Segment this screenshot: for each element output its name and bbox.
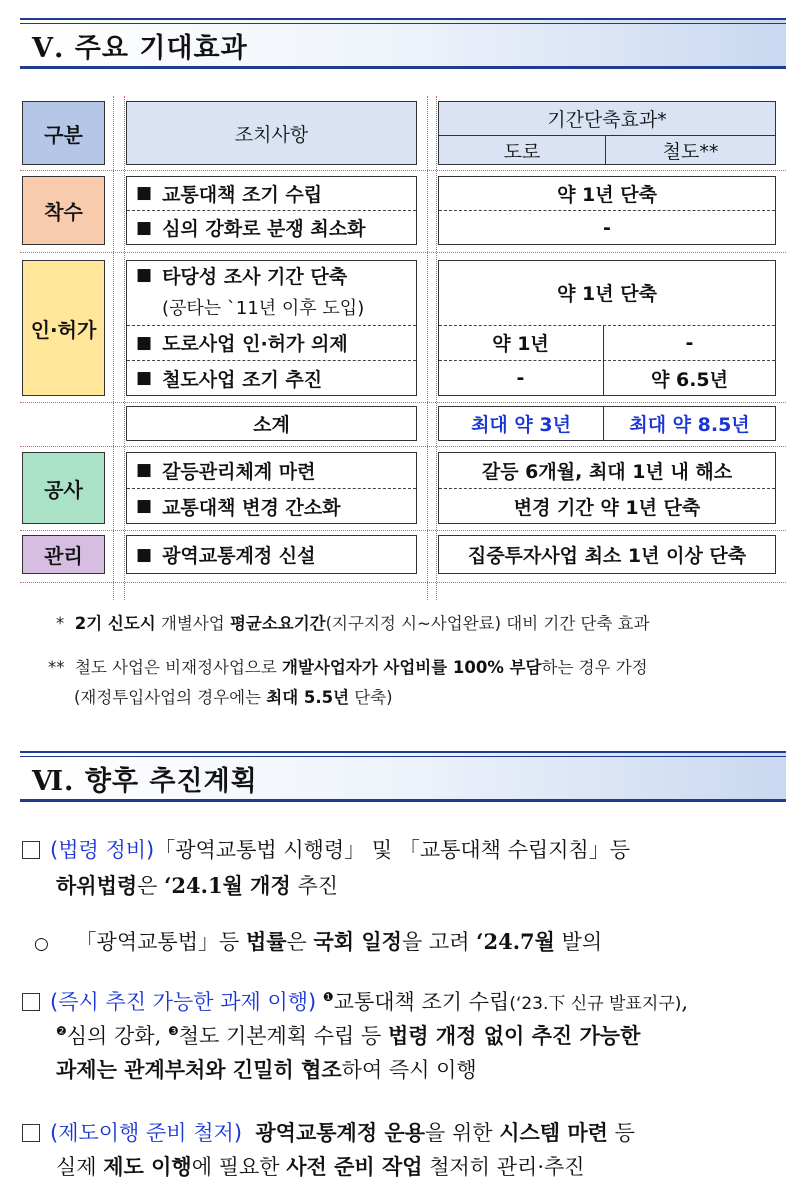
permit-item-1	[136, 260, 347, 290]
plan-3-note: (‘23.下 신규 발표지구)	[509, 994, 682, 1014]
footnote-text: 개발사업자가 사업비를 100% 부담	[282, 658, 542, 677]
group-label-permit: 인·허가	[22, 260, 105, 396]
footnote-text: 단축)	[349, 688, 393, 707]
header-road: 도로	[438, 135, 606, 165]
bullet-icon: ■	[136, 332, 153, 353]
footnote-3	[74, 684, 393, 708]
manage-effect-1: 집중투자사업 최소 1년 이상 단축	[467, 545, 747, 567]
footnote-2	[48, 654, 648, 678]
plan-2-text: 은	[286, 930, 314, 954]
plan-2-text: ‘24.7월	[476, 929, 555, 954]
construction-effect-1: 갈등 6개월, 최대 1년 내 해소	[481, 460, 733, 483]
item-text: 광역교통계정 신설	[162, 545, 316, 567]
checkbox-icon	[22, 993, 40, 1011]
bullet-icon: ■	[136, 183, 153, 203]
bullet-icon: ■	[136, 496, 153, 516]
permit-item-1-note: (공타는 `11년 이후 도입)	[162, 298, 365, 319]
footnote-text: 2기 신도시	[74, 614, 156, 633]
footnote-text: (재정투입사업의 경우에는	[74, 688, 267, 707]
number-1-icon: ❶	[322, 990, 334, 1004]
circle-bullet-icon: ○	[34, 934, 49, 954]
plan-4-text: 등	[607, 1121, 635, 1145]
guide-line	[20, 170, 786, 171]
plan-3-line-1	[22, 986, 688, 1016]
section6-heading	[20, 751, 786, 802]
number-2-icon: ❷	[56, 1024, 67, 1038]
section5-title	[32, 26, 248, 65]
guide-line	[20, 446, 786, 447]
plan-4-text: 사전 준비 작업	[286, 1154, 423, 1179]
section6-title	[32, 759, 258, 798]
plan-1-text: ‘24.1월 개정	[164, 873, 291, 898]
guide-line	[113, 96, 114, 600]
plan-1-text: 「광역교통법 시행령」 및 「교통대책 수립지침」등	[154, 838, 631, 862]
plan-4-text: 광역교통계정 운용	[255, 1120, 425, 1145]
construction-item-2	[136, 488, 340, 524]
start-item-1	[136, 176, 322, 210]
footnote-text: 철도 사업은 비재정사업으로	[75, 658, 283, 677]
start-effect-2: -	[603, 216, 611, 239]
item-text: 교통대책 변경 간소화	[162, 496, 341, 519]
permit-road-3: -	[516, 367, 525, 389]
plan-4-text: 시스템 마련	[499, 1120, 608, 1145]
construction-item-1	[136, 452, 316, 488]
permit-rail-2: -	[685, 331, 694, 354]
plan-4-line-2	[56, 1151, 585, 1181]
permit-rail-3: 약 6.5년	[651, 368, 728, 391]
section6-roman: Ⅵ.	[32, 766, 75, 797]
start-effect-1: 약 1년 단축	[557, 183, 657, 206]
plan-4-text: 에 필요한	[191, 1155, 287, 1179]
plan-4-text: 제도 이행	[103, 1154, 192, 1179]
construction-effect-2: 변경 기간 약 1년 단축	[513, 496, 701, 519]
start-item-2	[136, 210, 365, 245]
permit-road-2: 약 1년	[492, 333, 549, 355]
permit-effect-merged: 약 1년 단축	[557, 283, 657, 305]
plan-3-text: 법령 개정 없이 추진 가능한	[387, 1023, 641, 1048]
group-label-start: 착수	[22, 176, 105, 245]
plan-2-text: 발의	[554, 930, 603, 954]
subtotal-label: 소계	[126, 406, 417, 441]
guide-line	[20, 402, 786, 403]
plan-3-line-3	[56, 1054, 477, 1084]
plan-2-text: 을 고려	[401, 930, 477, 954]
plan-1-text: 추진	[290, 874, 339, 898]
bullet-icon: ■	[136, 265, 153, 285]
item-text: 타당성 조사 기간 단축	[162, 265, 348, 288]
plan-3-line-2	[56, 1020, 640, 1050]
plan-3-text: 심의 강화,	[66, 1024, 168, 1048]
plan-2-text: 법률	[245, 929, 287, 954]
item-text: 갈등관리체계 마련	[162, 460, 316, 483]
plan-1-line-1	[22, 834, 630, 864]
footnote-text: 최대 5.5년	[266, 688, 350, 707]
plan-3-text: ,	[681, 990, 689, 1014]
plan-4-text: 철저히 관리·추진	[422, 1155, 585, 1179]
plan-3-text: 철도 기본계획 수립 등	[178, 1024, 388, 1048]
number-3-icon: ❸	[167, 1024, 179, 1038]
footnote-text: 평균소요기간	[229, 614, 326, 633]
footnote-text: 개별사업	[155, 614, 230, 633]
bullet-icon: ■	[136, 368, 153, 388]
plan-1-tag: (법령 정비)	[50, 838, 155, 862]
item-text: 심의 강화로 분쟁 최소화	[162, 218, 366, 240]
footnote-mark: **	[48, 658, 65, 677]
group-label-manage: 관리	[22, 535, 105, 574]
plan-4-text: 실제	[56, 1155, 104, 1179]
bullet-icon: ■	[136, 460, 153, 480]
checkbox-icon	[22, 1124, 40, 1142]
plan-4-line-1	[22, 1117, 635, 1147]
group-label-construction: 공사	[22, 452, 105, 524]
footnote-mark: *	[56, 614, 65, 633]
bullet-icon: ■	[136, 544, 153, 565]
checkbox-icon	[22, 841, 40, 859]
guide-line	[436, 96, 437, 600]
plan-2-text: 「광역교통법」등	[75, 930, 246, 954]
item-text: 철도사업 조기 추진	[162, 368, 323, 391]
plan-1-text: 은	[137, 874, 165, 898]
plan-4-tag: (제도이행 준비 철저)	[50, 1121, 243, 1145]
guide-line	[427, 96, 428, 600]
section6-title-text: 향후 추진계획	[84, 766, 258, 797]
plan-4-text: 을 위한	[425, 1121, 500, 1145]
header-category: 구분	[22, 101, 105, 165]
plan-2-text: 국회 일정	[313, 929, 402, 954]
subtotal-rail: 최대 약 8.5년	[603, 406, 776, 441]
plan-3-text: 하여 즉시 이행	[341, 1058, 477, 1082]
plan-1-text: 하위법령	[56, 873, 138, 898]
permit-item-2	[136, 325, 348, 360]
plan-3-text: 과제는 관계부처와 긴밀히 협조	[56, 1057, 342, 1082]
plan-2-line	[34, 926, 602, 956]
section5-title-text: 주요 기대효과	[74, 33, 248, 64]
manage-item-1	[136, 535, 316, 574]
footnote-text: 하는 경우 가정	[541, 658, 648, 677]
header-rail: 철도**	[605, 135, 776, 165]
footnote-1	[56, 610, 650, 634]
header-effect: 기간단축효과*	[438, 101, 776, 136]
guide-line	[20, 582, 786, 583]
permit-item-3	[136, 360, 322, 396]
item-text: 도로사업 인·허가 의제	[162, 333, 348, 355]
footnote-text: (지구지정 시~사업완료) 대비 기간 단축 효과	[325, 614, 650, 633]
plan-1-line-2	[56, 870, 338, 900]
plan-3-text: 교통대책 조기 수립	[333, 990, 510, 1014]
subtotal-road: 최대 약 3년	[438, 406, 604, 441]
section5-heading	[20, 18, 786, 69]
bullet-icon: ■	[136, 217, 153, 238]
guide-line	[124, 96, 125, 600]
header-measures: 조치사항	[126, 101, 417, 165]
guide-line	[20, 252, 786, 253]
plan-3-tag: (즉시 추진 가능한 과제 이행)	[50, 990, 317, 1014]
section5-roman: Ⅴ.	[32, 33, 65, 64]
item-text: 교통대책 조기 수립	[162, 183, 323, 206]
guide-line	[20, 530, 786, 531]
